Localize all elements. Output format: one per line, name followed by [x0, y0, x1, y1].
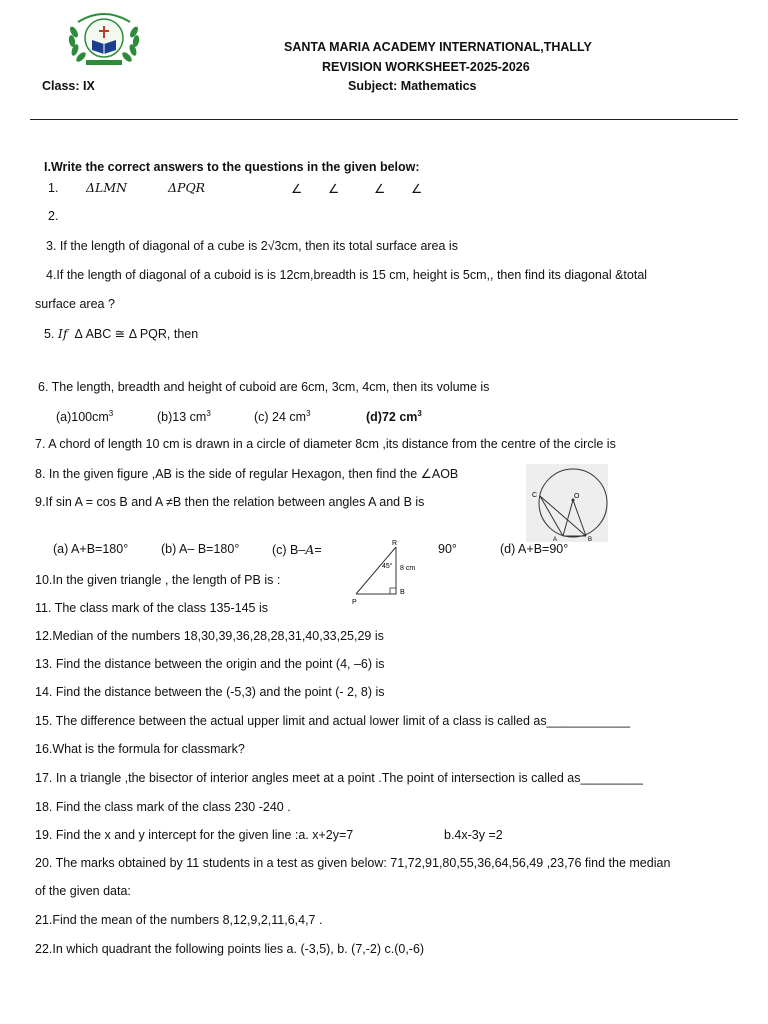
triangle-label-r: R: [392, 540, 398, 547]
question-1-triangle-lmn: ΔLMN: [86, 180, 128, 195]
question-6-option-b: (b)13 $cm^3$: [157, 409, 211, 425]
question-1-number: 1.: [48, 181, 59, 195]
question-4-line-2: surface area ?: [35, 297, 115, 311]
circle-label-a: A: [553, 537, 558, 542]
hexagon-circle-figure: [526, 464, 608, 542]
question-5-congruence: Δ ABC ≅ Δ PQR, then: [74, 327, 199, 341]
question-19-part-b: b.4x-3y =2: [444, 828, 503, 842]
question-3: 3. If the length of diagonal of a cube is 2√3cm, then its total surface area is: [46, 239, 458, 253]
question-2-number: 2.: [48, 209, 59, 223]
angle-symbol: ∠: [291, 182, 303, 196]
question-9-option-d: (d) A+B=90°: [500, 542, 569, 556]
question-14: 14. Find the distance between the (-5,3) and the point (- 2, 8) is: [35, 685, 385, 699]
question-5-if: If: [57, 326, 68, 341]
question-1-triangle-pqr: ΔPQR: [168, 180, 206, 195]
question-9-option-b: (b) A– B=180°: [161, 542, 240, 556]
angle-symbol: ∠: [374, 182, 386, 196]
header-divider: [30, 119, 738, 120]
question-4-line-1: 4.If the length of diagonal of a cuboid is is 12cm,breadth is 15 cm, height is 5cm,, then find its diagonal &total: [46, 268, 648, 282]
question-6: 6. The length, breadth and height of cuboid are 6cm, 3cm, 4cm, then its volume is: [38, 380, 490, 394]
question-22: 22.In which quadrant the following points lies a. (-3,5), b. (7,-2) c.(0,-6): [35, 942, 425, 956]
triangle-label-b: B: [400, 589, 405, 596]
worksheet-title: REVISION WORKSHEET-2025-2026: [322, 60, 530, 74]
right-triangle-figure: [348, 535, 428, 607]
question-16: 16.What is the formula for classmark?: [35, 742, 245, 756]
question-18: 18. Find the class mark of the class 230 -240 .: [35, 800, 291, 814]
school-name: SANTA MARIA ACADEMY INTERNATIONAL,THALLY: [284, 40, 592, 54]
question-11: 11. The class mark of the class 135-145 is: [35, 601, 268, 615]
subject-label: Subject: Mathematics: [348, 79, 477, 93]
question-17: 17. In a triangle ,the bisector of interior angles meet at a point .The point of intersection is called as_________: [35, 771, 644, 785]
question-9-option-c-value: 90°: [438, 542, 457, 556]
question-20-line-2: of the given data:: [35, 884, 131, 898]
triangle-label-angle: 45°: [382, 563, 393, 570]
class-label: Class: IX: [42, 79, 95, 93]
question-12: 12.Median of the numbers 18,30,39,36,28,28,31,40,33,25,29 is: [35, 629, 384, 643]
question-9-option-a: (a) A+B=180°: [53, 542, 129, 556]
question-19: 19. Find the x and y intercept for the given line :a. x+2y=7: [35, 828, 354, 842]
triangle-label-p: P: [352, 599, 357, 606]
question-5: [44, 326, 198, 341]
question-6-option-d: (d)72 $cm^3$: [366, 409, 422, 425]
triangle-label-side: 8 cm: [400, 565, 416, 572]
question-6-option-a: $(a)100cm^3$: [56, 409, 114, 425]
question-13: 13. Find the distance between the origin and the point (4, –6) is: [35, 657, 385, 671]
circle-label-b: B: [588, 537, 593, 542]
question-7: 7. A chord of length 10 cm is drawn in a circle of diameter 8cm ,its distance from the centre of the circle is: [35, 437, 616, 451]
section-title: I.Write the correct answers to the questions in the given below:: [44, 160, 420, 174]
question-5-number: 5.: [44, 327, 55, 341]
question-8: 8. In the given figure ,AB is the side of regular Hexagon, then find the ∠AOB: [35, 467, 459, 481]
question-9: 9.If sin A = cos B and A ≠B then the relation between angles A and B is: [35, 495, 425, 509]
circle-label-o: O: [574, 493, 580, 500]
question-10: 10.In the given triangle , the length of PB is :: [35, 573, 281, 587]
question-9-option-c: (c) B–A=: [272, 542, 322, 557]
school-logo: [64, 8, 144, 68]
angle-symbol: ∠: [411, 182, 423, 196]
question-21: 21.Find the mean of the numbers 8,12,9,2,11,6,4,7 .: [35, 913, 323, 927]
question-15: 15. The difference between the actual upper limit and actual lower limit of a class is called as____________: [35, 714, 631, 728]
circle-label-c: C: [532, 492, 538, 499]
angle-symbol: ∠: [328, 182, 340, 196]
question-6-option-c: (c) 24 $cm^3$: [254, 409, 311, 425]
question-20-line-1: 20. The marks obtained by 11 students in a test as given below: 71,72,91,80,55,36,64,56,49 ,23,76 find the median: [35, 856, 671, 870]
